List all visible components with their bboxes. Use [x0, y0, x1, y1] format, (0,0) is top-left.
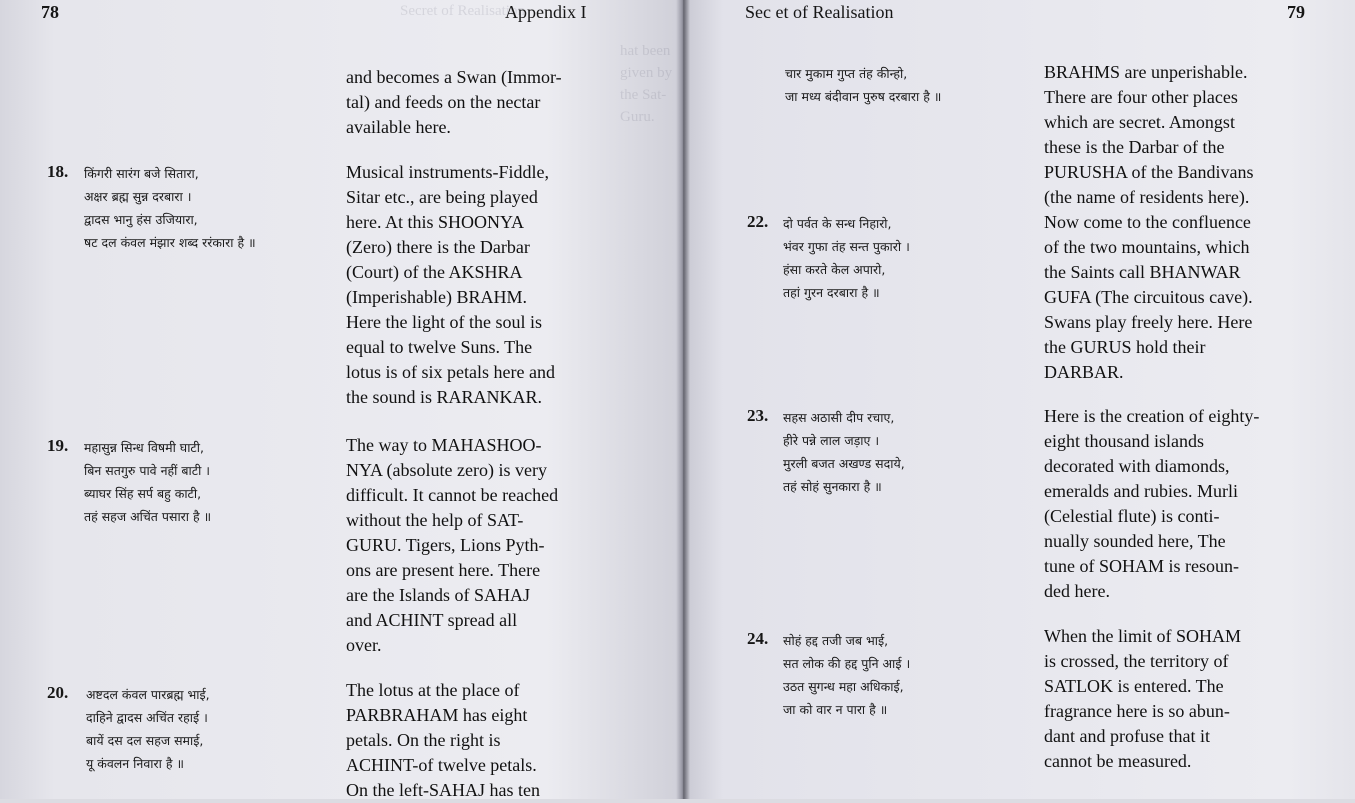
- translation-line: The lotus at the place of: [346, 680, 520, 700]
- verse-line: तहं सहज अचिंत पसारा है ॥: [84, 509, 212, 524]
- verse-line: किंगरी सारंग बजे सितारा,: [84, 166, 199, 181]
- verse-number-24: 24.: [747, 629, 769, 648]
- translation-line: When the limit of SOHAM: [1044, 626, 1241, 646]
- hindi-verse-20: [86, 683, 210, 775]
- verse-line: अक्षर ब्रह्म सुन्न दरबारा ।: [84, 189, 192, 204]
- translation-line: (Zero) there is the Darbar: [346, 237, 530, 257]
- verse-number-20: 20.: [47, 683, 69, 702]
- translation-line: and becomes a Swan (Immor-: [346, 67, 562, 87]
- translation-line: ons are present here. There: [346, 560, 541, 580]
- translation-21: [1044, 60, 1306, 210]
- translation-line: tal) and feeds on the nectar: [346, 92, 541, 112]
- verse-line: जा को वार न पारा है ॥: [783, 702, 888, 717]
- verse-line: अष्टदल कंवल पारब्रह्म भाई,: [86, 687, 210, 702]
- translation-line: of the two mountains, which: [1044, 237, 1250, 257]
- translation-line: over.: [346, 635, 382, 655]
- translation-line: (the name of residents here).: [1044, 187, 1250, 207]
- verse-line: तहं सोहं सुनकारा है ॥: [783, 479, 882, 494]
- verse-line: हीरे पन्ने लाल जड़ाए ।: [783, 433, 880, 448]
- translation-line: Here is the creation of eighty-: [1044, 406, 1260, 426]
- verse-line: मुरली बजत अखण्ड सदाये,: [783, 456, 905, 471]
- verse-line: बायें दस दल सहज समाई,: [86, 733, 204, 748]
- verse-number-23: 23.: [747, 406, 769, 425]
- translation-line: PURUSHA of the Bandivans: [1044, 162, 1254, 182]
- translation-line: cannot be measured.: [1044, 751, 1192, 771]
- hindi-verse-22: [783, 212, 910, 304]
- translation-line: these is the Darbar of the: [1044, 137, 1225, 157]
- book-gutter: [676, 0, 690, 799]
- translation-line: SATLOK is entered. The: [1044, 676, 1224, 696]
- verse-line: द्वादस भानु हंस उजियारा,: [84, 212, 198, 227]
- translation-line: here. At this SHOONYA: [346, 212, 524, 232]
- translation-line: lotus is of six petals here and: [346, 362, 555, 382]
- verse-line: चार मुकाम गुप्त तंह कीन्हो,: [785, 66, 908, 81]
- translation-19: [346, 433, 608, 658]
- verse-line: दाहिने द्वादस अचिंत रहाई ।: [86, 710, 208, 725]
- verse-number-22: 22.: [747, 212, 769, 231]
- verse-line: तहां गुरन दरबारा है ॥: [783, 285, 880, 300]
- translation-line: GUFA (The circuitous cave).: [1044, 287, 1253, 307]
- verse-line: जा मध्य बंदीवान पुरुष दरबारा है ॥: [785, 89, 942, 104]
- translation-line: GURU. Tigers, Lions Pyth-: [346, 535, 545, 555]
- translation-24: [1044, 624, 1306, 774]
- verse-number-19: 19.: [47, 436, 69, 455]
- translation-line: (Celestial flute) is conti-: [1044, 506, 1220, 526]
- translation-intro: [346, 65, 608, 140]
- translation-line: There are four other places: [1044, 87, 1238, 107]
- verse-line: सत लोक की हद्द पुनि आई ।: [783, 656, 911, 671]
- translation-line: difficult. It cannot be reached: [346, 485, 559, 505]
- hindi-verse-18: [84, 162, 256, 254]
- translation-line: available here.: [346, 117, 451, 137]
- verse-line: बिन सतगुरु पावे नहीं बाटी ।: [84, 463, 211, 478]
- translation-22: [1044, 210, 1306, 385]
- verse-line: भंवर गुफा तंह सन्त पुकारो ।: [783, 239, 910, 254]
- translation-line: petals. On the right is: [346, 730, 501, 750]
- translation-line: equal to twelve Suns. The: [346, 337, 533, 357]
- verse-line: षट दल कंवल मंझार शब्द ररंकारा है ॥: [84, 235, 256, 250]
- translation-line: are the Islands of SAHAJ: [346, 585, 530, 605]
- translation-line: without the help of SAT-: [346, 510, 524, 530]
- translation-line: the Saints call BHANWAR: [1044, 262, 1241, 282]
- translation-line: dant and profuse that it: [1044, 726, 1210, 746]
- verse-line: हंसा करते केल अपारो,: [783, 262, 886, 277]
- translation-line: is crossed, the territory of: [1044, 651, 1229, 671]
- hindi-verse-21: [785, 62, 941, 108]
- bleed-through-text: hat been given by the Sat-Guru.: [620, 43, 673, 125]
- translation-line: Sitar etc., are being played: [346, 187, 538, 207]
- translation-line: decorated with diamonds,: [1044, 456, 1230, 476]
- verse-number-18: 18.: [47, 162, 69, 181]
- translation-line: fragrance here is so abun-: [1044, 701, 1230, 721]
- running-header-left: Appendix I: [505, 2, 587, 22]
- translation-23: [1044, 404, 1306, 604]
- verse-line: ब्याघर सिंह सर्प बहु काटी,: [84, 486, 202, 501]
- translation-line: BRAHMS are unperishable.: [1044, 62, 1248, 82]
- translation-line: Here the light of the soul is: [346, 312, 542, 332]
- hindi-verse-19: [84, 436, 211, 528]
- page-number-left: 78: [41, 2, 59, 22]
- translation-line: ded here.: [1044, 581, 1110, 601]
- verse-line: उठत सुगन्ध महा अधिकाई,: [783, 679, 904, 694]
- verse-line: दो पर्वत के सन्ध निहारो,: [783, 216, 892, 231]
- translation-line: tune of SOHAM is resoun-: [1044, 556, 1239, 576]
- translation-line: DARBAR.: [1044, 362, 1124, 382]
- translation-line: Now come to the confluence: [1044, 212, 1251, 232]
- translation-line: Swans play freely here. Here: [1044, 312, 1253, 332]
- translation-line: The way to MAHASHOO-: [346, 435, 542, 455]
- hindi-verse-23: [783, 406, 905, 498]
- verse-line: सहस अठासी दीप रचाए,: [783, 410, 895, 425]
- translation-18: [346, 160, 608, 410]
- verse-line: सोहं हद्द तजी जब भाई,: [783, 633, 889, 648]
- translation-line: the GURUS hold their: [1044, 337, 1206, 357]
- translation-line: the sound is RARANKAR.: [346, 387, 543, 407]
- page-number-right: 79: [1287, 2, 1305, 22]
- translation-line: eight thousand islands: [1044, 431, 1204, 451]
- translation-line: (Court) of the AKSHRA: [346, 262, 523, 282]
- translation-line: and ACHINT spread all: [346, 610, 518, 630]
- translation-line: nually sounded here, The: [1044, 531, 1226, 551]
- running-header-right: Sec et of Realisation: [745, 2, 894, 22]
- translation-line: which are secret. Amongst: [1044, 112, 1235, 132]
- verse-line: यू कंवलन निवारा है ॥: [86, 756, 184, 771]
- translation-line: On the left-SAHAJ has ten: [346, 780, 540, 800]
- translation-line: Musical instruments-Fiddle,: [346, 162, 549, 182]
- translation-20: [346, 678, 608, 803]
- translation-line: emeralds and rubies. Murli: [1044, 481, 1238, 501]
- translation-line: (Imperishable) BRAHM.: [346, 287, 527, 307]
- bleed-through-text: Secret of Realisation: [400, 3, 525, 19]
- verse-line: महासुन्न सिन्ध विषमी घाटी,: [84, 440, 204, 455]
- translation-line: PARBRAHAM has eight: [346, 705, 528, 725]
- translation-line: NYA (absolute zero) is very: [346, 460, 547, 480]
- translation-line: ACHINT-of twelve petals.: [346, 755, 537, 775]
- hindi-verse-24: [783, 629, 910, 721]
